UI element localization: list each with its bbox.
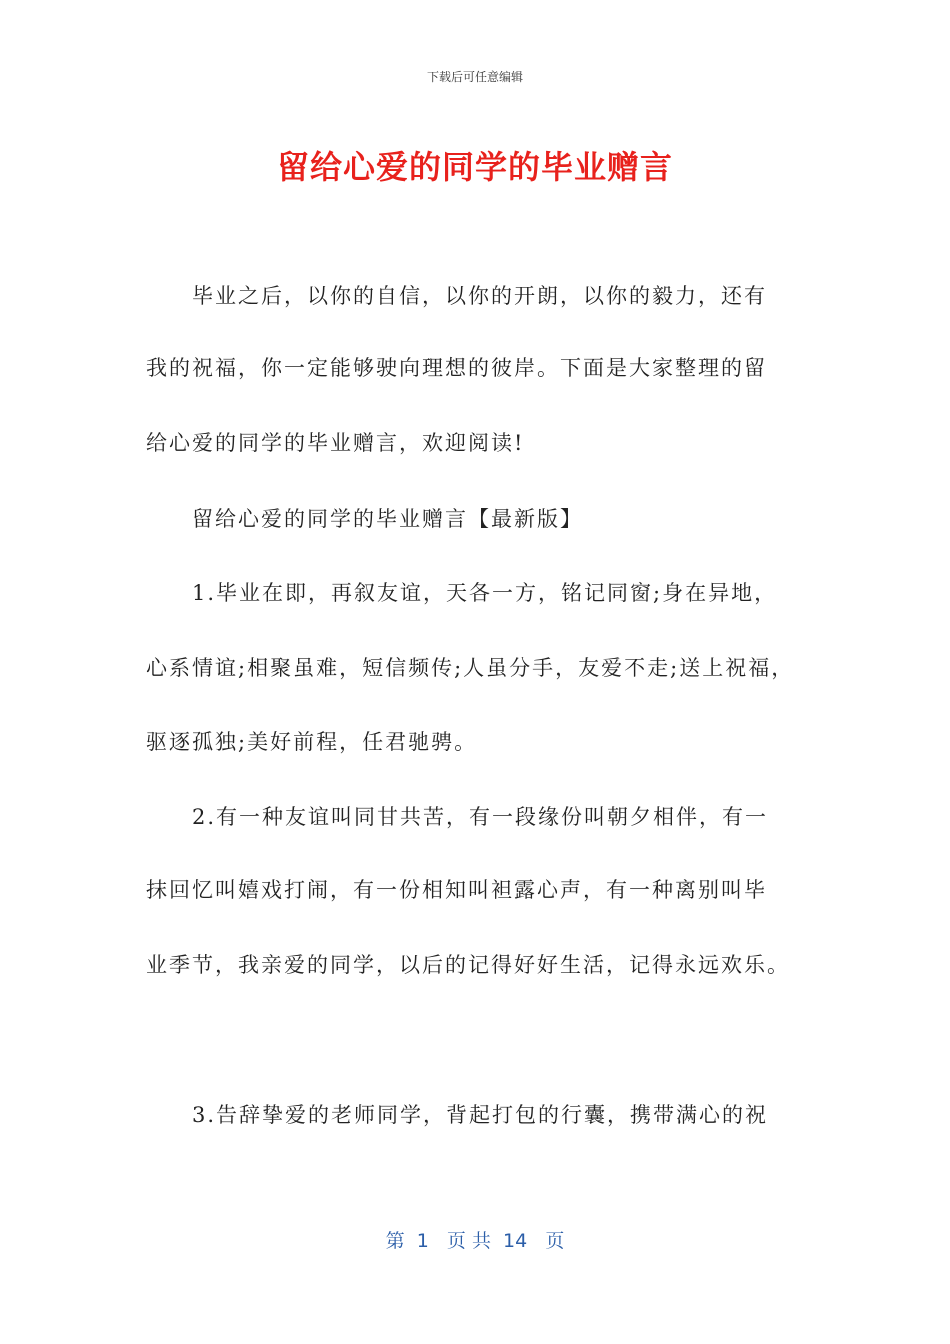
paragraph-line: 驱逐孤独;美好前程，任君驰骋。 xyxy=(146,730,478,754)
paragraph-line: 我的祝福，你一定能够驶向理想的彼岸。下面是大家整理的留 xyxy=(146,356,767,380)
page-number-footer: 第 1 页 共 14 页 xyxy=(385,1230,565,1252)
paragraph-line: 毕业之后，以你的自信，以你的开朗，以你的毅力，还有 xyxy=(192,284,767,308)
header-note: 下载后可任意编辑 xyxy=(426,70,523,84)
paragraph-line: 业季节，我亲爱的同学，以后的记得好好生活，记得永远欢乐。 xyxy=(146,953,790,977)
paragraph-line: 3.告辞挚爱的老师同学，背起打包的行囊，携带满心的祝 xyxy=(192,1103,769,1127)
document-title: 留给心爱的同学的毕业赠言 xyxy=(276,148,673,186)
paragraph-line: 心系情谊;相聚虽难，短信频传;人虽分手，友爱不走;送上祝福， xyxy=(146,656,795,680)
paragraph-line: 1.毕业在即，再叙友谊，天各一方，铭记同窗;身在异地， xyxy=(192,581,778,605)
section-heading: 留给心爱的同学的毕业赠言【最新版】 xyxy=(192,507,583,531)
paragraph-line: 2.有一种友谊叫同甘共苦，有一段缘份叫朝夕相伴，有一 xyxy=(192,805,769,829)
paragraph-line: 给心爱的同学的毕业赠言，欢迎阅读! xyxy=(146,431,525,455)
paragraph-line: 抹回忆叫嬉戏打闹，有一份相知叫袒露心声，有一种离别叫毕 xyxy=(146,878,767,902)
